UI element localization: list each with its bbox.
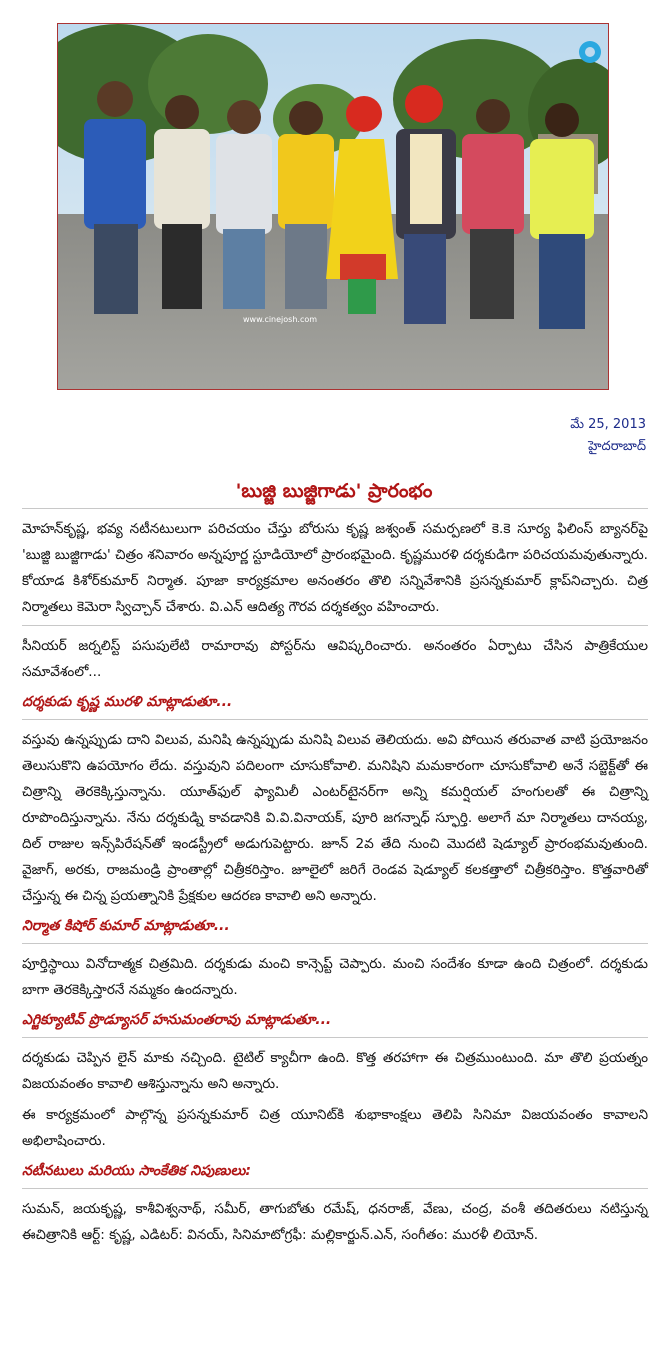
press-meet-section xyxy=(22,625,648,685)
article-paragraph: మోహన్‌కృష్ణ, భవ్య నటీనటులుగా పరిచయం చేస్తు బోరుసు కృష్ణ జశ్వంత్ సమర్పణలో కె.కె సూర్య ఫిలింస్ బ్యానర్‌పై 'బుజ్జి బుజ్జిగాడు' చిత్రం శనివారం అన్నపూర్ణ స్టూడియోలో ప్రారంభమైంది. కృష్ణమురళి దర్శకుడిగా పరిచయమవుతున్నారు. కోయాడ కిశోర్‌కుమార్ నిర్మాత. పూజా కార్యక్రమాల అనంతరం తొలి సన్నివేశానికి ప్రసన్నకుమార్ క్లాప్‌నిచ్చారు. చిత్ర నిర్మాతలు కెమెరా స్విచ్చాన్ చేశారు. వి.ఎన్ ఆదిత్య గౌరవ దర్శకత్వం వహించారు. xyxy=(22,521,648,615)
section-heading: ఎగ్జిక్యూటివ్ ప్రొడ్యూసర్ హనుమంతరావు మాట్లాడుతూ... xyxy=(22,1012,332,1028)
cast-crew-section xyxy=(22,1188,648,1248)
producer-section xyxy=(22,943,648,1003)
article-paragraph: వస్తువు ఉన్నప్పుడు దాని విలువ, మనిషి ఉన్నప్పుడు మనిషి విలువ తెలియదు. అవి పోయిన తరువాత వాటి ప్రయోజనం తెలుసుకొని ఉపయోగం లేదు. వస్తువుని పదిలంగా చూసుకోవాలి. మనిషిని మమకారంగా చూసుకోవాలి అనే సబ్జెక్ట్‌తో ఈ చిత్రాన్ని తెరకెక్కిస్తున్నాను. యూత్‌ఫుల్ ఫ్యామిలీ ఎంటర్‌టైనర్‌గా అన్ని కమర్షియల్ హంగులతో ఈ చిత్రాన్ని రూపొందిస్తున్నాను. నేను దర్శకుడ్ని కావడానికి వి.వి.వినాయక్, పూరి జగన్నాధ్ స్ఫూర్తి. అలాగే మా నిర్మాతలు దానయ్య, దిల్ రాజుల ఇన్స్‌పిరేషన్‌తో ఇండస్ట్రీలో అడుగుపెట్టారు. జూన్ 2వ తేది నుంచి మొదటి షెడ్యూల్ ప్రారంభమవుతుంది. వైజాగ్, అరకు, రాజమండ్రి ప్రాంతాల్లో చిత్రీకరిస్తాం. జూలైలో జరిగే రెండవ షెడ్యూల్ కలకత్తాలో చిత్రీకరిస్తాం. కొత్తవారితో చేస్తున్న ఈ చిన్న ప్రయత్నానికి ప్రేక్షకుల ఆదరణ కావాలి అని అన్నారు. xyxy=(22,732,648,904)
article-paragraph: సుమన్, జయకృష్ణ, కాశీవిశ్వనాథ్, సమీర్, తాగుబోతు రమేష్, ధనరాజ్, వేణు, చంద్ర, వంశీ తదితరులు నటిస్తున్న ఈచిత్రానికి ఆర్ట్: కృష్ణ, ఎడిటర్: వినయ్, సినిమాటోగ్రఫీ: మల్లికార్జున్.ఎన్, సంగీతం: మురళీ లియోన్. xyxy=(22,1201,648,1243)
photo-watermark: www.cinejosh.com xyxy=(243,315,318,324)
article-meta xyxy=(570,414,646,458)
executive-producer-section xyxy=(22,1037,648,1154)
article-body xyxy=(22,508,648,1253)
article-headline: 'బుజ్జి బుజ్జిగాడు' ప్రారంభం xyxy=(235,480,433,502)
article-paragraph: సీనియర్ జర్నలిస్ట్ పసుపులేటి రామారావు పోస్టర్‌ను ఆవిష్కరించారు. అనంతరం ఏర్పాటు చేసిన పాత్రికేయుల సమావేశంలో... xyxy=(22,638,648,680)
event-photo-illustration xyxy=(58,24,609,390)
section-heading: దర్శకుడు కృష్ణ మురళి మాట్లాడుతూ... xyxy=(22,694,233,710)
article-paragraph: ఈ కార్యక్రమంలో పాల్గొన్న ప్రసన్నకుమార్ చిత్ర యూనిట్‌కి శుభాకాంక్షలు తెలిపి సినిమా విజయవంతం కావాలని అభిలాషించారు. xyxy=(22,1107,648,1149)
intro-section xyxy=(22,508,648,620)
director-section xyxy=(22,719,648,909)
section-heading: నిర్మాత కిషోర్ కుమార్ మాట్లాడుతూ... xyxy=(22,918,230,934)
event-photo xyxy=(57,23,609,390)
article-paragraph: దర్శకుడు చెప్పిన లైన్ మాకు నచ్చింది. టైటిల్ క్యాచీగా ఉంది. కొత్త తరహాగా ఈ చిత్రముంటుంది. మా తొలి ప్రయత్నం విజయవంతం కావాలి ఆశిస్తున్నాను అని అన్నారు. xyxy=(22,1050,648,1092)
article-date: మే 25, 2013 xyxy=(570,417,646,432)
channel-logo-icon xyxy=(579,41,601,63)
article-paragraph: పూర్తిస్థాయి వినోదాత్మక చిత్రమిది. దర్శకుడు మంచి కాన్సెప్ట్ చెప్పారు. మంచి సందేశం కూడా ఉంది చిత్రంలో. దర్శకుడు బాగా తెరకెక్కిస్తారనే నమ్మకం ఉందన్నారు. xyxy=(22,956,648,998)
article-location: హైదరాబాద్ xyxy=(588,439,646,454)
section-heading: నటీనటులు మరియు సాంకేతిక నిపుణులు: xyxy=(22,1163,251,1179)
